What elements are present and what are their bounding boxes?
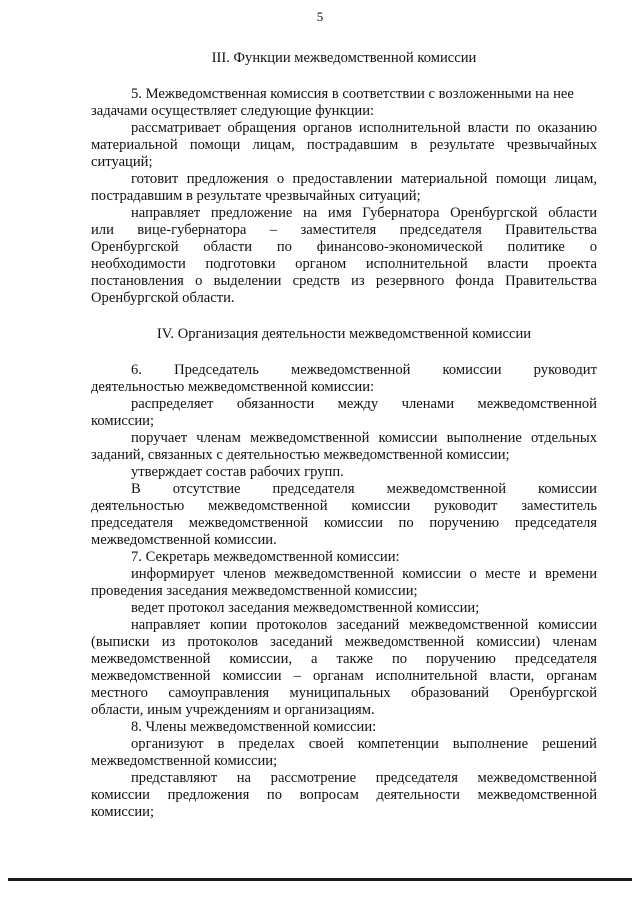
text-line: проведения заседания межведомственной комиссии;	[91, 583, 418, 599]
text-line: задачами осуществляет следующие функции:	[91, 103, 375, 119]
text-line: или вице-губернатора – заместителя председателя Правительства	[91, 222, 597, 238]
text-line: 5. Межведомственная комиссия в соответствии с возложенными на нее	[131, 86, 574, 102]
page-number: 5	[316, 9, 324, 24]
text-line: необходимости подготовки органом исполнительной власти проекта	[91, 256, 597, 272]
text-line: межведомственной комиссии – органам исполнительной власти, органам	[91, 668, 597, 684]
text-line: 6. Председатель межведомственной комиссии руководит	[131, 362, 597, 378]
text-line: деятельностью межведомственной комиссии:	[91, 379, 375, 395]
text-line: комиссии;	[91, 804, 155, 820]
text-line: межведомственной комиссии, а также по поручению председателя	[91, 651, 597, 667]
text-line: утверждает состав рабочих групп.	[131, 464, 344, 480]
text-line: организуют в пределах своей компетенции выполнение решений	[131, 736, 597, 752]
text-line: председателя межведомственной комиссии по поручению председателя	[91, 515, 597, 531]
section-4-body	[91, 362, 597, 821]
text-line: 7. Секретарь межведомственной комиссии:	[131, 549, 400, 565]
text-line: межведомственной комиссии;	[91, 753, 278, 769]
document-body	[91, 50, 597, 821]
text-line: ведет протокол заседания межведомственной комиссии;	[131, 600, 480, 616]
text-line: Оренбургской области.	[91, 290, 235, 306]
text-line: представляют на рассмотрение председателя межведомственной	[131, 770, 597, 786]
text-line: Оренбургской области по финансово-экономической политике о	[91, 239, 597, 255]
text-line: готовит предложения о предоставлении материальной помощи лицам,	[131, 171, 597, 187]
text-line: заданий, связанных с деятельностью межведомственной комиссии;	[91, 447, 510, 463]
text-line: В отсутствие председателя межведомственной комиссии	[131, 481, 597, 497]
text-line: деятельностью межведомственной комиссии руководит заместитель	[91, 498, 597, 514]
text-line: местного самоуправления муниципальных образований Оренбургской	[91, 685, 597, 701]
text-line: направляет предложение на имя Губернатора Оренбургской области	[131, 205, 597, 221]
text-line: (выписки из протоколов заседаний межведомственной комиссии) членам	[91, 634, 597, 650]
text-line: комиссии предложения по вопросам деятельности межведомственной	[91, 787, 597, 803]
section-4-heading: IV. Организация деятельности межведомственной комиссии	[156, 326, 532, 342]
section-3-body	[91, 86, 597, 307]
text-line: пострадавшим в результате чрезвычайных ситуаций;	[91, 188, 421, 204]
text-line: ситуаций;	[91, 154, 153, 170]
text-line: постановления о выделении средств из резервного фонда Правительства	[91, 273, 597, 289]
text-line: рассматривает обращения органов исполнительной власти по оказанию	[131, 120, 597, 136]
text-line: поручает членам межведомственной комиссии выполнение отдельных	[131, 430, 597, 446]
text-line: комиссии;	[91, 413, 155, 429]
text-line: информирует членов межведомственной комиссии о месте и времени	[131, 566, 597, 582]
text-line: материальной помощи лицам, пострадавшим в результате чрезвычайных	[91, 137, 597, 153]
section-3-heading: III. Функции межведомственной комиссии	[211, 50, 477, 66]
text-line: распределяет обязанности между членами межведомственной	[131, 396, 597, 412]
page-bottom-rule	[8, 878, 632, 881]
text-line: направляет копии протоколов заседаний межведомственной комиссии	[131, 617, 597, 633]
text-line: межведомственной комиссии.	[91, 532, 277, 548]
text-line: области, иным учреждениям и организациям.	[91, 702, 375, 718]
text-line: 8. Члены межведомственной комиссии:	[131, 719, 377, 735]
